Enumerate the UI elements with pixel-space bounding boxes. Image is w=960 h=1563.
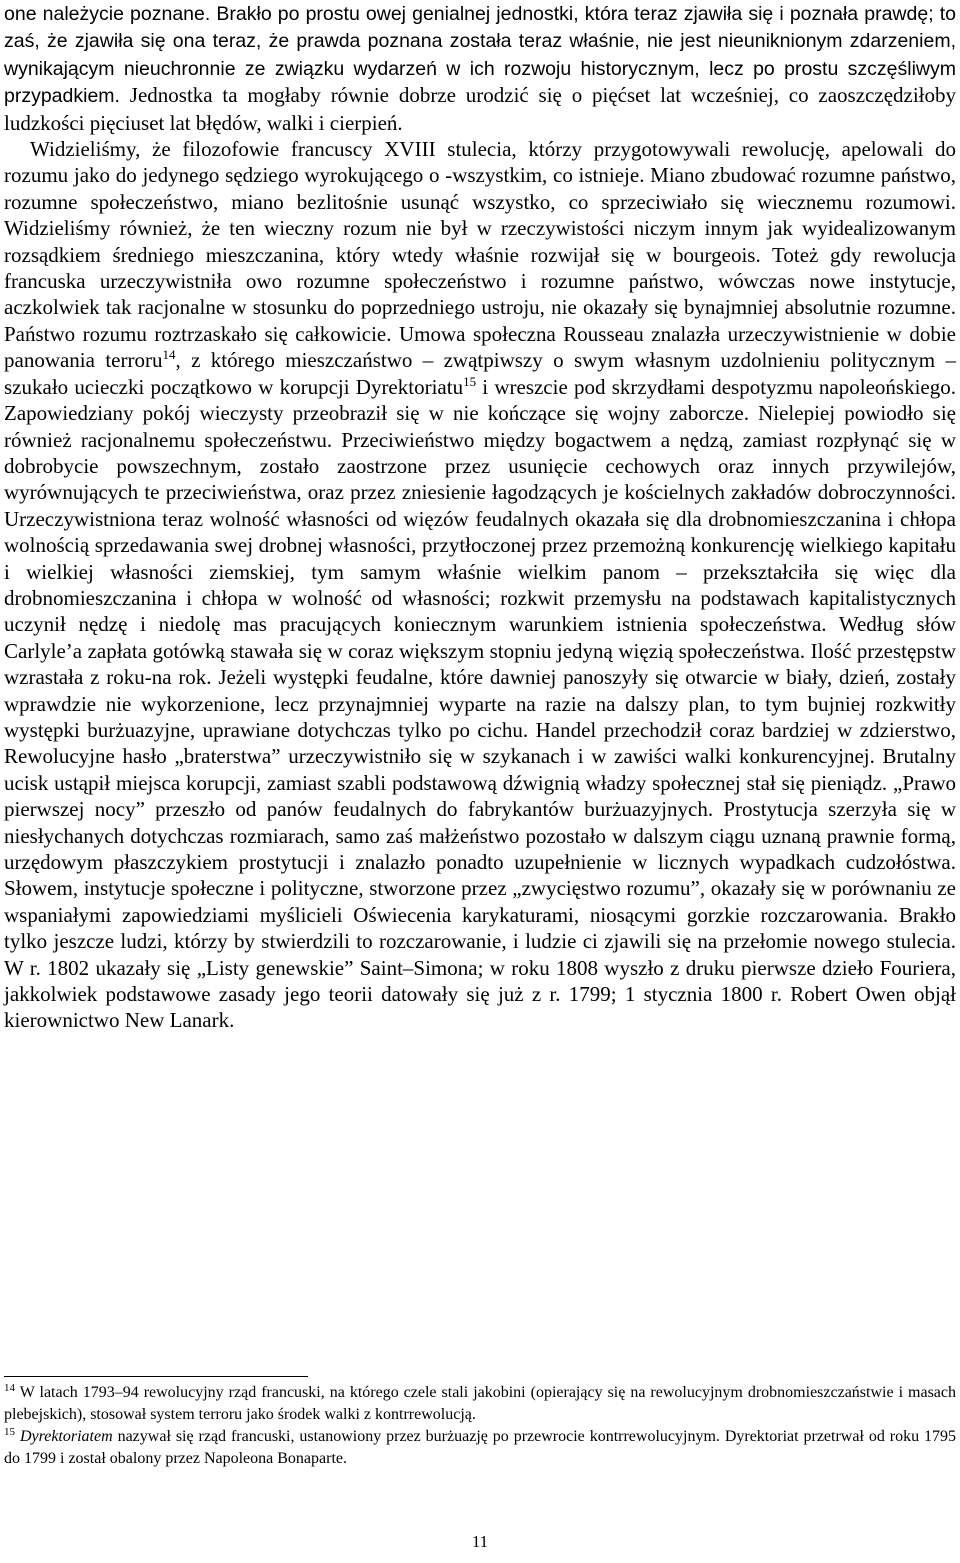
footnote-14-number: 14 xyxy=(4,1381,15,1394)
footnote-15-term: Dyrektoriatem xyxy=(19,1428,113,1445)
paragraph-2-part-1: Widzieliśmy, że filozofowie francuscy XVIII stulecia, którzy przygotowywali rewolucję, apelowali do rozumu jako do jedynego sędziego wyrokującego o -wszystkim, co istnieje. Miano zbudować rozumne państwo, rozumne społeczeństwo, miano bezlitośnie usunąć wszystko, co sprzeciwiało się wiecznemu rozumowi. Widzieliśmy również, że ten wieczny rozum nie był w rzeczywistości niczym innym jak wyidealizowanym rozsądkiem średniego mieszczanina, który wtedy właśnie rozwijał się w bourgeois. Toteż gdy rewolucja francuska urzeczywistniła owo rozumne społeczeństwo i rozumne państwo, wówczas nowe instytucje, aczkolwiek tak racjonalne w stosunku do poprzedniego ustroju, nie okazały się bynajmniej absolutnie rozumne. Państwo rozumu roztrzaskało się całkowicie. Umowa społeczna Rousseau znalazła urzeczywistnienie w dobie panowania terroru xyxy=(4,137,956,373)
footnote-14 xyxy=(4,1382,956,1426)
page-number: 11 xyxy=(471,1532,489,1551)
main-text xyxy=(4,0,956,1034)
footnotes xyxy=(4,1382,956,1470)
paragraph-2 xyxy=(4,136,956,1034)
footnote-ref-14[interactable]: 14 xyxy=(162,347,176,363)
paragraph-1-tail: Jednostka ta mogłaby równie dobrze urodzić się o pięćset lat wcześniej, co zaoszczędziłoby ludzkości pięciuset lat błędów, walki i cierpień. xyxy=(4,83,956,135)
paragraph-2-part-3: i wreszcie pod skrzydłami despotyzmu napoleońskiego. Zapowiedziany pokój wieczysty przeobraził się w nie kończące się wojny zaborcze. Nielepiej powiodło się również racjonalnemu społeczeństwu. Przeciwieństwo między bogactwem a nędzą, zamiast rozpłynąć się w dobrobycie powszechnym, zostało zaostrzone przez usunięcie cechowych oraz innych przywilejów, wyrównujących te przeciwieństwa, oraz przez zniesienie łagodzących je kościelnych zakładów dobroczynności. Urzeczywistniona teraz wolność własności od więzów feudalnych okazała się dla drobnomieszczanina i chłopa wolnością sprzedawania swej drobnej własności, przytłoczonej przez przemożną konkurencję wielkiego kapitału i wielkiej własności ziemskiej, tym samym właśnie wielkim panom – przekształciła się więc dla drobnomieszczanina i chłopa w wolność od własności; rozkwit przemysłu na podstawach kapitalistycznych uczynił nędzę i niedolę mas pracujących koniecznym warunkiem istnienia społeczeństwa. Według słów Carlyle’a zapłata gotówką stawała się w coraz większym stopniu jedyną więzią społeczeństwa. Ilość przestępstw wzrastała z roku-na rok. Jeżeli występki feudalne, które dawniej panoszyły się otwarcie w biały, dzień, zostały wprawdzie nie wykorzenione, lecz przynajmniej wyparte na razie na dalszy plan, to tym bujniej rozkwitły występki burżuazyjne, uprawiane dotychczas tylko po cichu. Handel przechodził coraz bardziej w zdzierstwo, Rewolucyjne hasło „braterstwa” urzeczywistniło się w szykanach i w zawiści walki konkurencyjnej. Brutalny ucisk ustąpił miejsca korupcji, zamiast szabli podstawową dźwignią władzy społecznej stał się pieniądz. „Prawo pierwszej nocy” przeszło od panów feudalnych do fabrykantów burżuazyjnych. Prostytucja szerzyła się w niesłychanych dotychczas rozmiarach, samo zaś małżeństwo pozostało w dalszym ciągu uznaną prawnie formą, urzędowym płaszczykiem prostytucji i znalazło ponadto uzupełnienie w licznych wypadkach cudzołóstwa. Słowem, instytucje społeczne i polityczne, stworzone przez „zwycięstwo rozumu”, okazały się w porównaniu ze wspaniałymi zapowiedziami myślicieli Oświecenia karykaturami, niosącymi gorzkie rozczarowania. Brakło tylko jeszcze ludzi, którzy by stwierdzili to rozczarowanie, i ludzie ci zjawili się na przełomie nowego stulecia. W r. 1802 ukazały się „Listy genewskie” Saint–Simona; w roku 1808 wyszło z druku pierwsze dzieło Fouriera, jakkolwiek podstawowe zasady jego teorii datowały się już z r. 1799; 1 stycznia 1800 r. Robert Owen objął kierownictwo New Lanark. xyxy=(4,374,956,1033)
footnote-14-text: W latach 1793–94 rewolucyjny rząd francuski, na którego czele stali jakobini (opierający się na rewolucyjnym drobnomieszczaństwie i masach plebejskich), stosował system terroru jako środek walki z kontrrewolucją. xyxy=(4,1384,956,1423)
footnote-15-text: nazywał się rząd francuski, ustanowiony przez burżuazję po przewrocie kontrrewolucyjnym. Dyrektoriat przetrwał od roku 1795 do 1799 i został obalony przez Napoleona Bonaparte. xyxy=(4,1428,957,1467)
footnote-15-number: 15 xyxy=(4,1425,15,1438)
footnote-15 xyxy=(4,1426,956,1470)
paragraph-1 xyxy=(4,0,956,136)
footnote-ref-15[interactable]: 15 xyxy=(463,373,477,389)
paragraph-1-lead: one należycie poznane. Brakło po prostu owej genialnej jednostki, która teraz zjawiła się i poznała prawdę; to zaś, że zjawiła się ona teraz, że prawda poznana została teraz właśnie, nie jest nieuniknionym zdarzeniem, wynikającym nieuchronnie ze związku wydarzeń w ich rozwoju historycznym, lecz po prostu szczęśliwym przypadkiem. xyxy=(4,3,956,108)
document-page xyxy=(4,0,956,1034)
paragraph-2-part-2: , z którego mieszczaństwo – zwątpiwszy o swym własnym uzdolnieniu politycznym – szukało ucieczki początkowo w korupcji Dyrektoriatu xyxy=(4,348,956,399)
footnote-divider xyxy=(4,1376,308,1377)
